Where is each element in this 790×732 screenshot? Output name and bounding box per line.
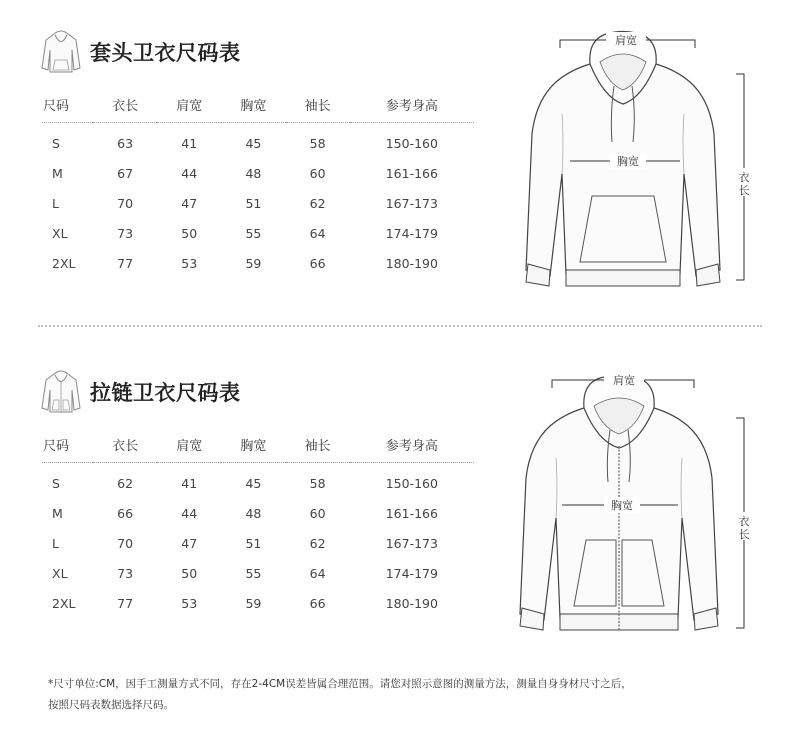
cell-size: M <box>52 505 63 521</box>
table-row <box>42 558 474 588</box>
note-line-2: 按照尺码表数据选择尺码。 <box>48 699 174 711</box>
length-label-2: 长 <box>738 184 750 197</box>
cell-size: L <box>52 195 59 211</box>
cell-height: 174-179 <box>385 565 438 581</box>
table-row <box>42 123 474 159</box>
cell-length: 70 <box>117 195 134 211</box>
cell-height: 174-179 <box>385 225 438 241</box>
cell-size: 2XL <box>52 255 76 271</box>
pullover-size-section <box>0 0 790 320</box>
table-row <box>42 498 474 528</box>
cell-sleeve: 60 <box>309 505 326 521</box>
header-chest: 胸宽 <box>221 86 285 123</box>
table-row <box>42 463 474 499</box>
cell-size: S <box>52 135 60 151</box>
cell-shoulder: 44 <box>181 505 198 521</box>
cell-height: 161-166 <box>385 505 438 521</box>
cell-size: XL <box>52 225 68 241</box>
cell-length: 73 <box>117 225 134 241</box>
cell-shoulder: 53 <box>181 595 198 611</box>
table-row <box>42 588 474 618</box>
cell-length: 66 <box>117 505 134 521</box>
cell-chest: 45 <box>245 135 262 151</box>
note-line-1: *尺寸单位:CM，因手工测量方式不同，存在2-4CM误差皆属合理范围。请您对照示意图的测量方法，测量自身身材尺寸之后， <box>48 678 632 690</box>
cell-shoulder: 47 <box>181 195 198 211</box>
shoulder-label: 肩宽 <box>613 374 635 387</box>
header-height: 参考身高 <box>350 86 474 123</box>
chest-label: 胸宽 <box>617 155 639 168</box>
section-divider <box>38 325 762 327</box>
table-row <box>42 248 474 278</box>
cell-chest: 59 <box>245 255 262 271</box>
cell-sleeve: 64 <box>309 225 326 241</box>
cell-shoulder: 50 <box>181 565 198 581</box>
cell-shoulder: 41 <box>181 475 198 491</box>
cell-sleeve: 66 <box>309 595 326 611</box>
section-title-row <box>40 28 241 76</box>
cell-size: M <box>52 165 63 181</box>
cell-sleeve: 66 <box>309 255 326 271</box>
cell-chest: 55 <box>245 225 262 241</box>
cell-chest: 51 <box>245 535 262 551</box>
shoulder-label: 肩宽 <box>615 34 637 47</box>
cell-height: 150-160 <box>385 475 438 491</box>
cell-length: 70 <box>117 535 134 551</box>
header-size: 尺码 <box>42 426 93 463</box>
cell-height: 180-190 <box>385 255 438 271</box>
cell-chest: 48 <box>245 505 262 521</box>
cell-chest: 55 <box>245 565 262 581</box>
table-header-row <box>42 426 474 463</box>
cell-shoulder: 47 <box>181 535 198 551</box>
cell-length: 77 <box>117 595 134 611</box>
cell-sleeve: 58 <box>309 475 326 491</box>
cell-height: 167-173 <box>385 195 438 211</box>
length-label-2: 长 <box>738 528 750 541</box>
header-shoulder: 肩宽 <box>157 426 221 463</box>
cell-size: XL <box>52 565 68 581</box>
zip-size-section <box>0 340 790 660</box>
pullover-hoodie-diagram <box>520 24 770 304</box>
table-row <box>42 158 474 188</box>
header-length: 衣长 <box>93 86 157 123</box>
table-row <box>42 218 474 248</box>
pullover-hoodie-icon <box>40 28 82 76</box>
cell-sleeve: 62 <box>309 535 326 551</box>
cell-sleeve: 64 <box>309 565 326 581</box>
cell-height: 180-190 <box>385 595 438 611</box>
header-length: 衣长 <box>93 426 157 463</box>
table-row <box>42 188 474 218</box>
measurement-note <box>48 674 748 716</box>
cell-shoulder: 50 <box>181 225 198 241</box>
cell-height: 150-160 <box>385 135 438 151</box>
cell-chest: 51 <box>245 195 262 211</box>
cell-size: S <box>52 475 60 491</box>
header-sleeve: 袖长 <box>286 426 350 463</box>
header-shoulder: 肩宽 <box>157 86 221 123</box>
length-label-1: 衣 <box>738 515 750 528</box>
section-title: 套头卫衣尺码表 <box>90 41 241 65</box>
header-sleeve: 袖长 <box>286 86 350 123</box>
table-header-row <box>42 86 474 123</box>
section-title: 拉链卫衣尺码表 <box>90 381 241 405</box>
table-row <box>42 528 474 558</box>
cell-shoulder: 44 <box>181 165 198 181</box>
cell-chest: 59 <box>245 595 262 611</box>
chest-label: 胸宽 <box>611 499 633 512</box>
size-table <box>42 86 474 278</box>
cell-height: 161-166 <box>385 165 438 181</box>
cell-shoulder: 41 <box>181 135 198 151</box>
cell-sleeve: 60 <box>309 165 326 181</box>
cell-size: L <box>52 535 59 551</box>
cell-length: 73 <box>117 565 134 581</box>
length-label-1: 衣 <box>738 171 750 184</box>
cell-shoulder: 53 <box>181 255 198 271</box>
header-height: 参考身高 <box>350 426 474 463</box>
cell-sleeve: 62 <box>309 195 326 211</box>
cell-length: 67 <box>117 165 134 181</box>
cell-length: 62 <box>117 475 134 491</box>
zip-hoodie-icon <box>40 368 82 416</box>
section-title-row <box>40 368 241 416</box>
header-chest: 胸宽 <box>221 426 285 463</box>
cell-size: 2XL <box>52 595 76 611</box>
cell-length: 77 <box>117 255 134 271</box>
cell-length: 63 <box>117 135 134 151</box>
header-size: 尺码 <box>42 86 93 123</box>
size-table <box>42 426 474 618</box>
cell-chest: 48 <box>245 165 262 181</box>
cell-sleeve: 58 <box>309 135 326 151</box>
cell-chest: 45 <box>245 475 262 491</box>
zip-hoodie-diagram <box>512 368 772 648</box>
cell-height: 167-173 <box>385 535 438 551</box>
